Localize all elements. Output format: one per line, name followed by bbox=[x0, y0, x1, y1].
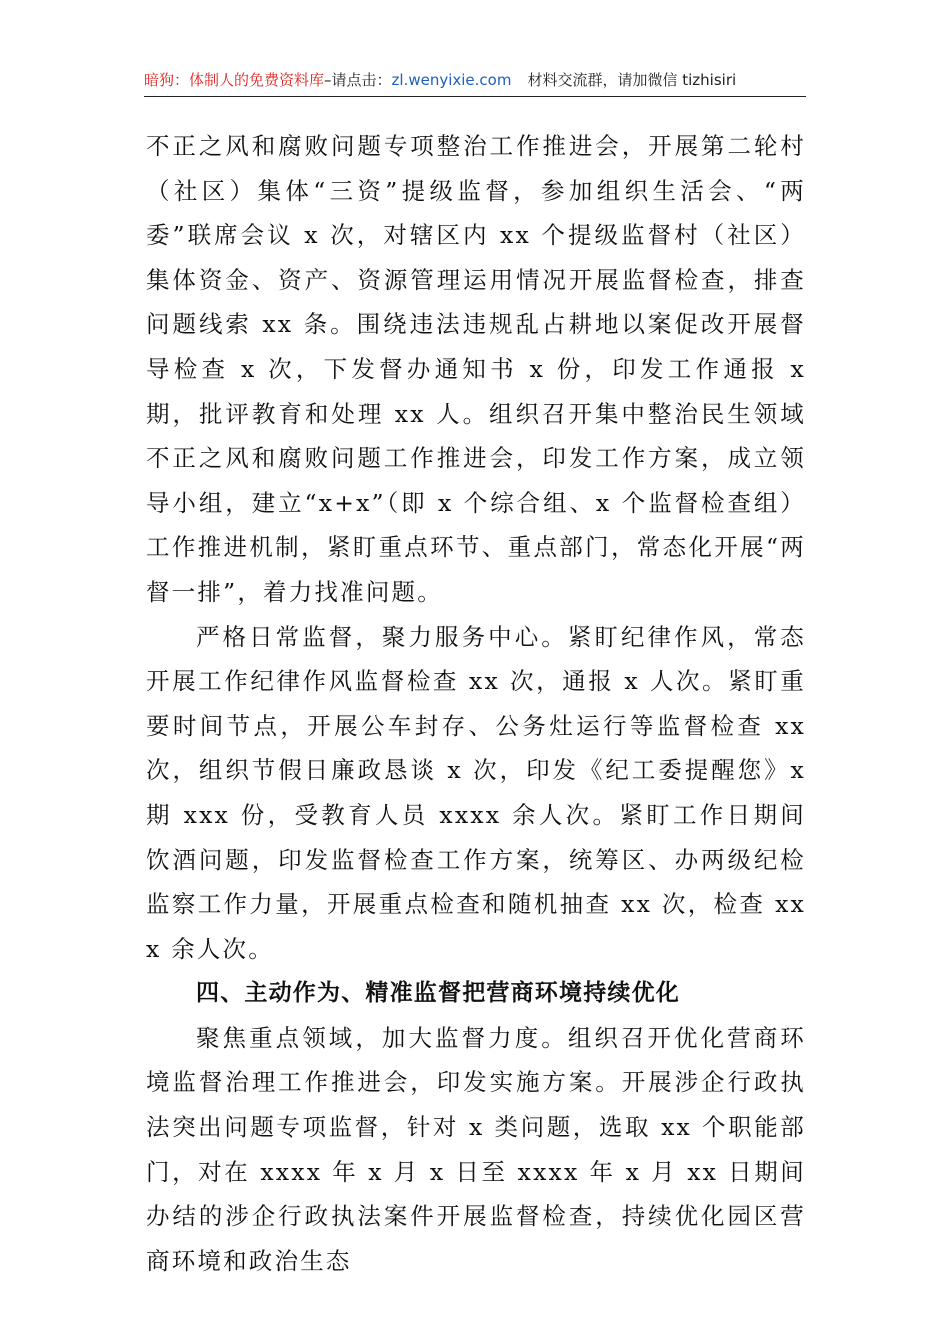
header-link-prefix: –请点击： bbox=[324, 71, 392, 89]
paragraph-daily-supervision: 严格日常监督，聚力服务中心。紧盯纪律作风，常态开展工作纪律作风监督检查 xx 次，通报 x 人次。紧盯重要时间节点，开展公车封存、公务灶运行等监督检查 xx 次，组织节假日廉政恳谈 x 次，印发《纪工委提醒您》x 期 xxx 份，受教育人员 xxxx 余人次。紧盯工作日期间饮酒问题，印发监督检查工作方案，统筹区、办两级纪检监察工作力量，开展重点检查和随机抽查 xx 次，检查 xxx 余人次。 bbox=[146, 622, 806, 963]
section-heading-4: 四、主动作为、精准监督把营商环境持续优化 bbox=[196, 980, 680, 1007]
page-header bbox=[144, 68, 806, 97]
document-body bbox=[146, 124, 806, 1283]
header-link[interactable]: zl.wenyixie.com bbox=[391, 71, 512, 89]
header-wechat-note: 材料交流群，请加微信 tizhisiri bbox=[527, 71, 737, 89]
paragraph-business-environment: 聚焦重点领域，加大监督力度。组织召开优化营商环境监督治理工作推进会，印发实施方案。开展涉企行政执法突出问题专项监督，针对 x 类问题，选取 xx 个职能部门，对在 xxxx 年 x 月 x 日至 xxxx 年 x 月 xx 日期间办结的涉企行政执法案件开展监督检查，持续优化园区营商环境和政治生态 bbox=[146, 1023, 806, 1275]
paragraph-continued: 不正之风和腐败问题专项整治工作推进会，开展第二轮村（社区）集体“三资”提级监督，参加组织生活会、“两委”联席会议 x 次，对辖区内 xx 个提级监督村（社区）集体资金、资产、资源管理运用情况开展监督检查，排查问题线索 xx 条。围绕违法违规乱占耕地以案促改开展督导检查 x 次，下发督办通知书 x 份，印发工作通报 x 期，批评教育和处理 xx 人。组织召开集中整治民生领域不正之风和腐败问题工作推进会，印发工作方案，成立领导小组，建立“x+x”（即 x 个综合组、x 个监督检查组）工作推进机制，紧盯重点环节、重点部门，常态化开展“两督一排”，着力找准问题。 bbox=[146, 132, 806, 606]
header-brand: 暗狗：体制人的免费资料库 bbox=[144, 71, 325, 89]
